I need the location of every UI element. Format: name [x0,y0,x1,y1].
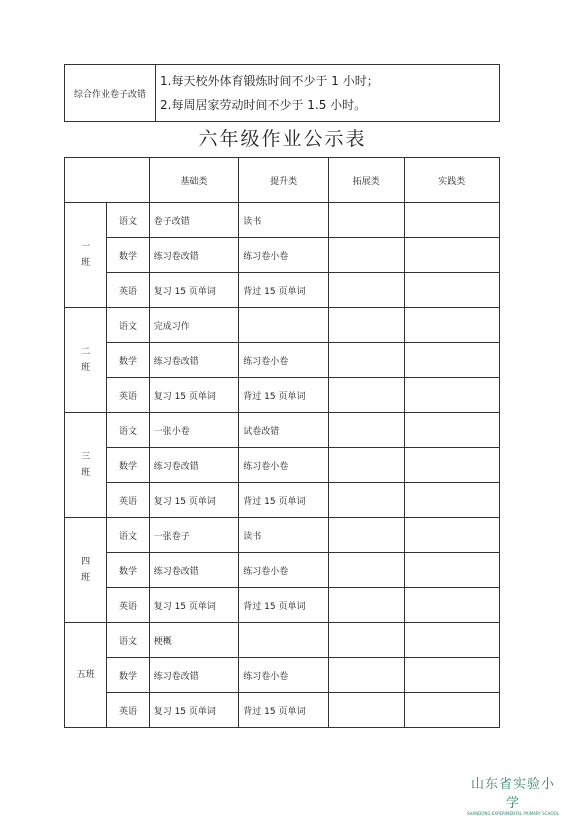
basic-task-cell: 卷子改错 [149,203,239,238]
subject-cell: 数学 [107,553,149,588]
subject-cell: 英语 [107,693,149,728]
improve-task-cell [239,308,329,343]
class-name-top: 一 [81,242,91,252]
improve-task-cell: 练习卷小卷 [239,658,329,693]
school-logo-english: SHANDONG EXPERIMENTAL PRIMARY SCHOOL [466,811,560,816]
summary-line-1: 1.每天校外体育锻炼时间不少于 1 小时； [160,74,379,88]
basic-task-cell: 复习 15 页单词 [149,588,239,623]
practice-task-cell [404,448,499,483]
improve-task-cell: 背过 15 页单词 [239,483,329,518]
practice-task-cell [404,378,499,413]
extend-task-cell [328,238,404,273]
basic-task-cell: 练习卷改错 [149,238,239,273]
table-row [65,658,500,693]
practice-task-cell [404,693,499,728]
subject-cell: 英语 [107,483,149,518]
practice-task-cell [404,588,499,623]
extend-task-cell [328,658,404,693]
practice-task-cell [404,308,499,343]
class-name [65,623,107,728]
basic-task-cell: 练习卷改错 [149,343,239,378]
class-name-bottom: 班 [81,468,91,478]
extend-task-cell [328,553,404,588]
school-logo [465,773,561,816]
extend-task-cell [328,483,404,518]
column-header: 提升类 [239,158,329,203]
class-name-top: 四 [81,557,91,567]
table-row [65,343,500,378]
summary-content [156,65,500,122]
improve-task-cell: 练习卷小卷 [239,448,329,483]
subject-cell: 数学 [107,658,149,693]
table-row [65,378,500,413]
practice-task-cell [404,203,499,238]
class-name-bottom: 班 [81,573,91,583]
subject-cell: 数学 [107,343,149,378]
column-header: 实践类 [404,158,499,203]
table-row [65,693,500,728]
improve-task-cell: 练习卷小卷 [239,238,329,273]
extend-task-cell [328,588,404,623]
improve-task-cell: 背过 15 页单词 [239,588,329,623]
table-row [65,448,500,483]
extend-task-cell [328,413,404,448]
extend-task-cell [328,308,404,343]
basic-task-cell: 练习卷改错 [149,658,239,693]
homework-table [64,157,500,728]
extend-task-cell [328,448,404,483]
subject-cell: 英语 [107,588,149,623]
basic-task-cell: 复习 15 页单词 [149,378,239,413]
practice-task-cell [404,553,499,588]
basic-task-cell: 复习 15 页单词 [149,693,239,728]
improve-task-cell: 练习卷小卷 [239,553,329,588]
basic-task-cell: 复习 15 页单词 [149,273,239,308]
subject-cell: 语文 [107,203,149,238]
basic-task-cell: 梗概 [149,623,239,658]
extend-task-cell [328,518,404,553]
extend-task-cell [328,378,404,413]
practice-task-cell [404,623,499,658]
extend-task-cell [328,203,404,238]
extend-task-cell [328,623,404,658]
extend-task-cell [328,343,404,378]
class-name-bottom: 班 [81,363,91,373]
improve-task-cell: 背过 15 页单词 [239,378,329,413]
practice-task-cell [404,483,499,518]
header-corner [65,158,150,203]
table-row [65,623,500,658]
table-row [65,413,500,448]
school-logo-name: 山东省实验小学 [470,777,555,811]
class-name [65,413,107,518]
practice-task-cell [404,518,499,553]
table-row [65,553,500,588]
basic-task-cell: 完成习作 [149,308,239,343]
improve-task-cell: 背过 15 页单词 [239,693,329,728]
table-row [65,588,500,623]
basic-task-cell: 复习 15 页单词 [149,483,239,518]
column-header: 拓展类 [328,158,404,203]
subject-cell: 语文 [107,623,149,658]
extend-task-cell [328,273,404,308]
class-name [65,518,107,623]
practice-task-cell [404,343,499,378]
improve-task-cell: 练习卷小卷 [239,343,329,378]
table-row [65,273,500,308]
summary-label: 综合作业卷子改错 [65,65,156,122]
basic-task-cell: 练习卷改错 [149,448,239,483]
subject-cell: 数学 [107,238,149,273]
basic-task-cell: 一张小卷 [149,413,239,448]
page-title: 六年级作业公示表 [198,128,367,150]
table-row [65,203,500,238]
class-name-top: 五班 [76,670,95,680]
table-row [65,238,500,273]
practice-task-cell [404,238,499,273]
practice-task-cell [404,273,499,308]
subject-cell: 语文 [107,518,149,553]
improve-task-cell: 读书 [239,518,329,553]
subject-cell: 数学 [107,448,149,483]
improve-task-cell [239,623,329,658]
class-name-top: 二 [81,347,91,357]
practice-task-cell [404,658,499,693]
homework-summary-table [64,64,500,122]
summary-line-2: 2.每周居家劳动时间不少于 1.5 小时。 [160,98,367,112]
subject-cell: 语文 [107,413,149,448]
table-row [65,308,500,343]
basic-task-cell: 一张卷子 [149,518,239,553]
improve-task-cell: 背过 15 页单词 [239,273,329,308]
column-header: 基础类 [149,158,239,203]
basic-task-cell: 练习卷改错 [149,553,239,588]
subject-cell: 英语 [107,273,149,308]
improve-task-cell: 读书 [239,203,329,238]
class-name [65,203,107,308]
practice-task-cell [404,413,499,448]
class-name [65,308,107,413]
subject-cell: 英语 [107,378,149,413]
header-row [65,158,500,203]
extend-task-cell [328,693,404,728]
class-name-bottom: 班 [81,258,91,268]
improve-task-cell: 试卷改错 [239,413,329,448]
subject-cell: 语文 [107,308,149,343]
table-row [65,483,500,518]
class-name-top: 三 [81,452,91,462]
table-row [65,518,500,553]
